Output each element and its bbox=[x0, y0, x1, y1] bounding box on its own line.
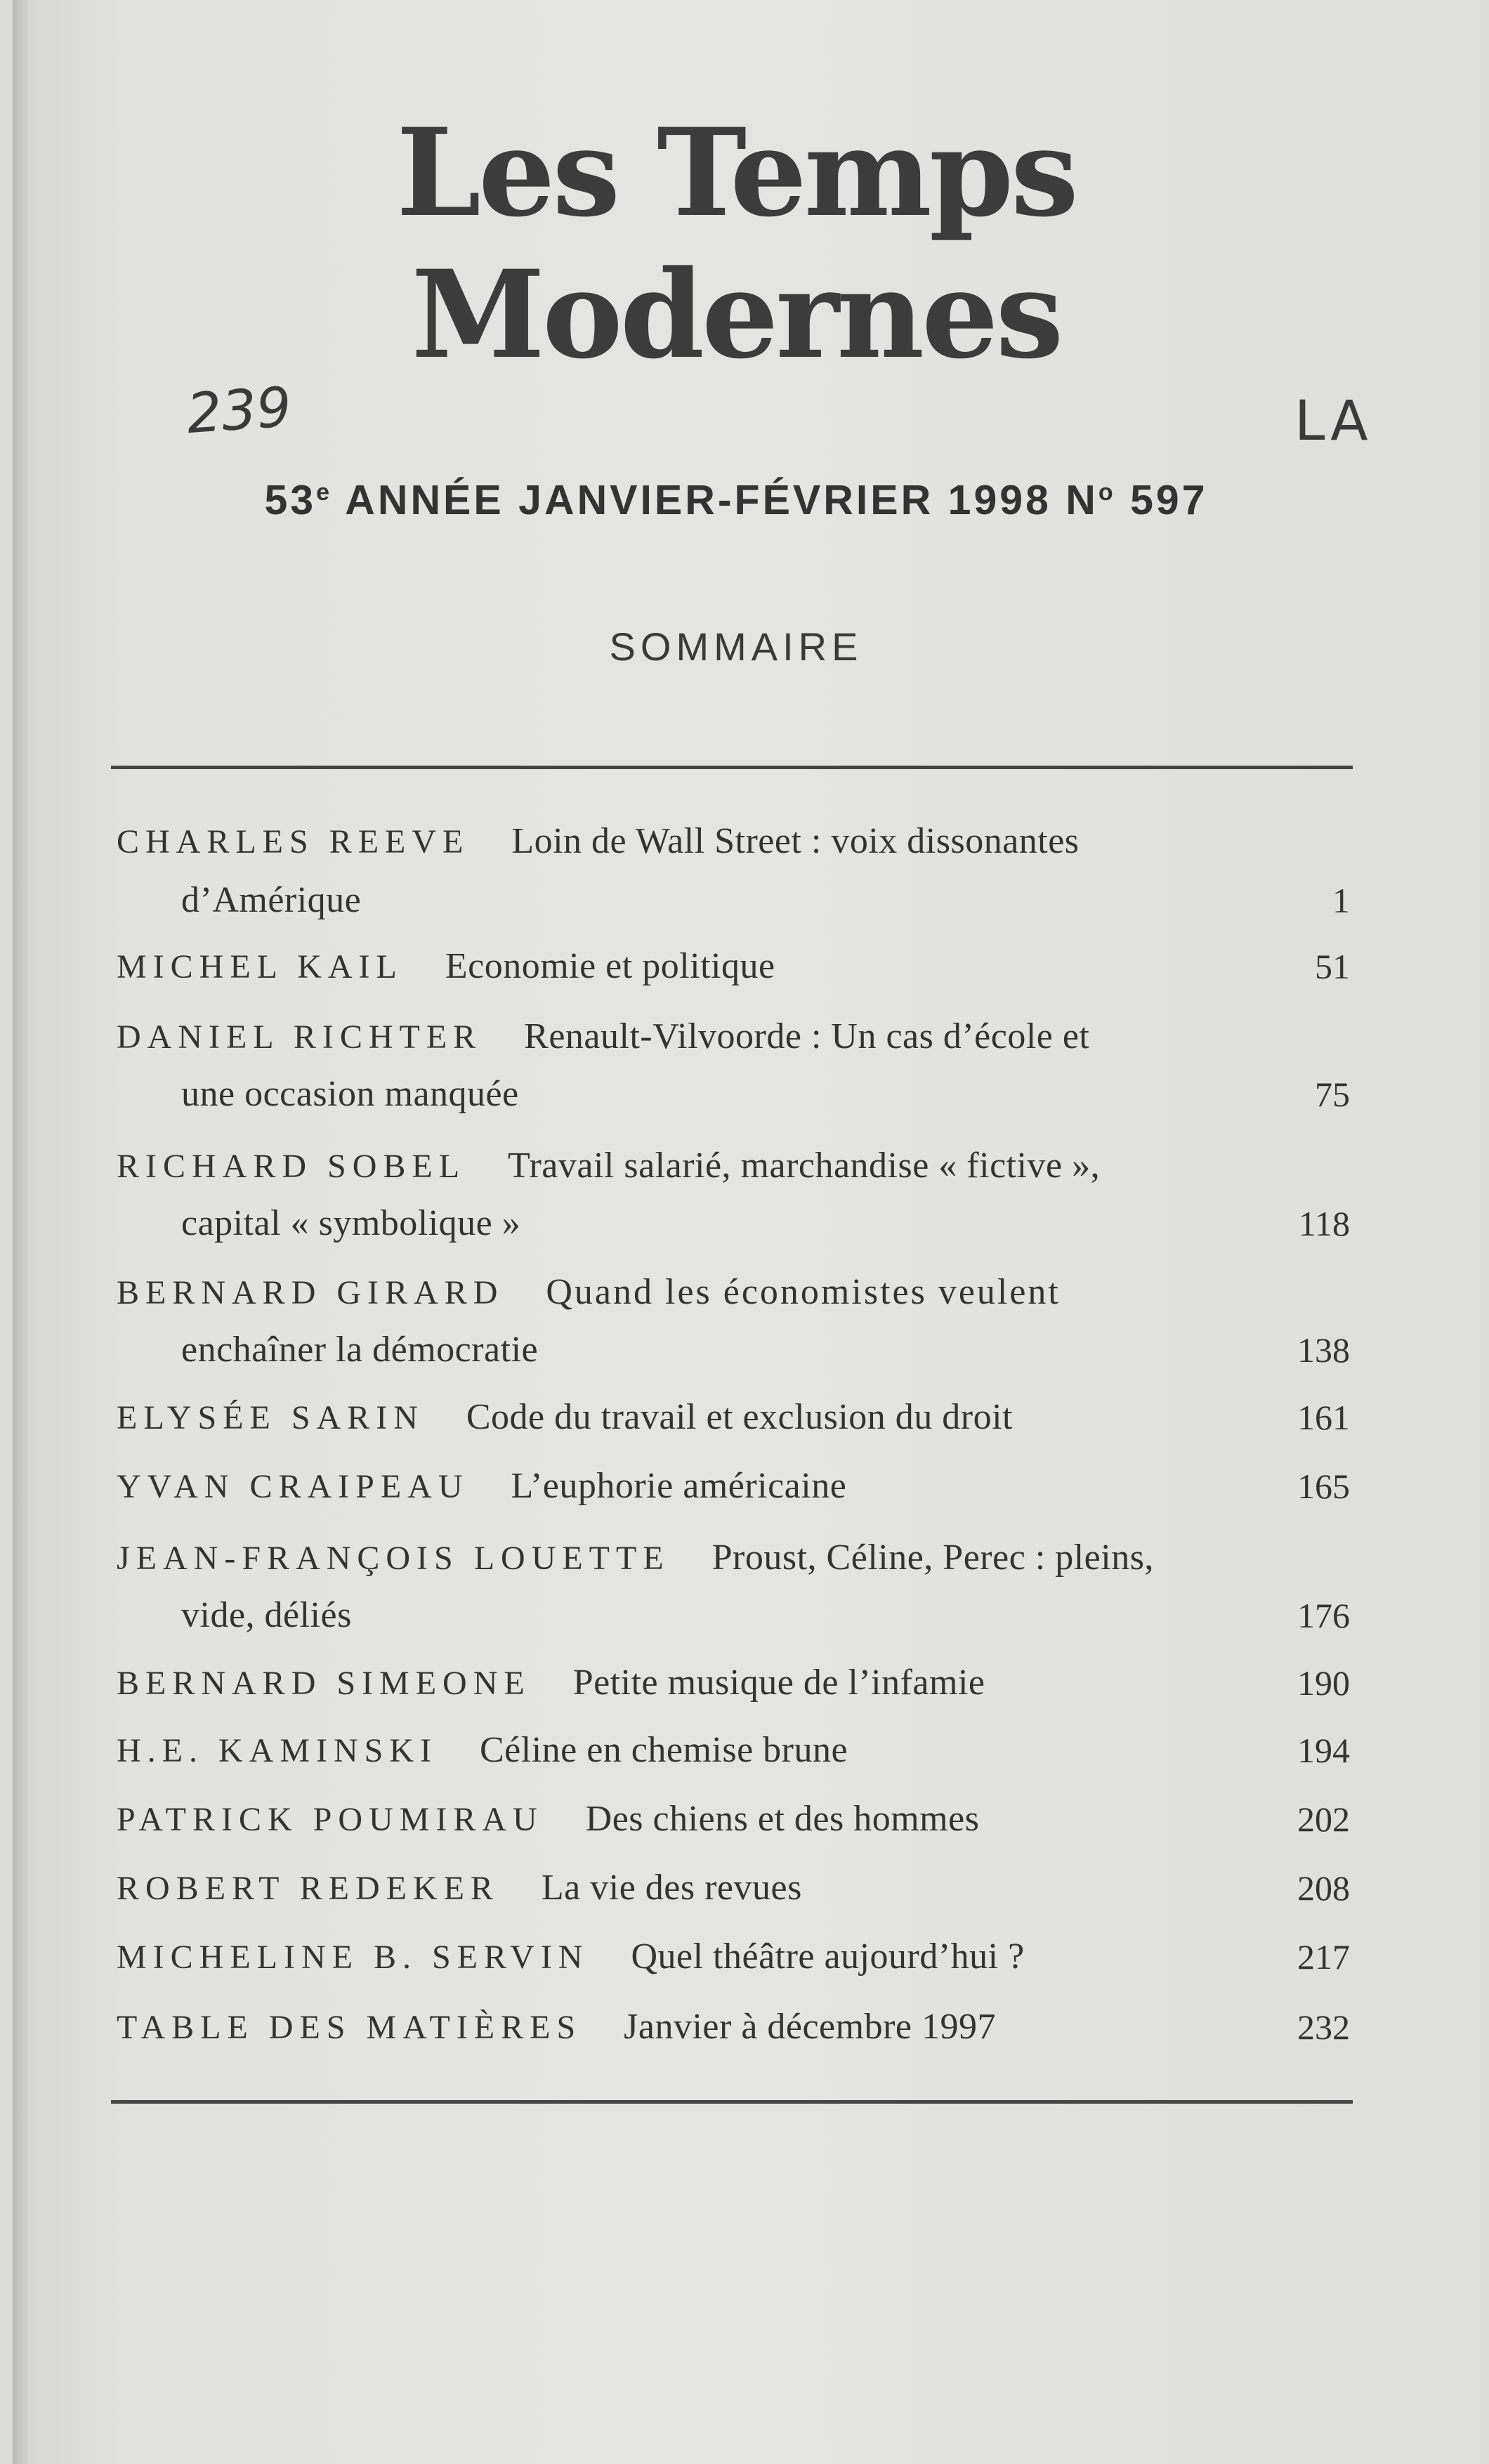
toc-article-title-cont: d’Amérique bbox=[181, 880, 362, 920]
toc-author: ROBERT REDEKER bbox=[117, 1870, 499, 1907]
toc-article-title: Loin de Wall Street : voix dissonantes bbox=[511, 821, 1080, 861]
toc-article-title: Renault-Vilvoorde : Un cas d’école et bbox=[524, 1016, 1090, 1056]
toc-author: JEAN-FRANÇOIS LOUETTE bbox=[117, 1540, 670, 1577]
toc-page-number: 176 bbox=[1297, 1596, 1350, 1635]
toc-article-title-cont: vide, déliés bbox=[181, 1595, 352, 1635]
toc-article-title: Janvier à décembre 1997 bbox=[624, 2007, 996, 2047]
toc-article-title: Céline en chemise brune bbox=[479, 1730, 848, 1770]
toc-author: TABLE DES MATIÈRES bbox=[117, 2009, 582, 2046]
toc-article-title: Proust, Céline, Perec : pleins, bbox=[711, 1538, 1154, 1578]
handwritten-number: 239 bbox=[185, 375, 294, 447]
toc-entry bbox=[117, 1389, 1350, 1446]
toc-page-number: 161 bbox=[1297, 1398, 1350, 1437]
toc-page-number: 190 bbox=[1297, 1663, 1350, 1703]
toc-entry bbox=[117, 1264, 1350, 1321]
toc-page-number: 217 bbox=[1297, 1937, 1350, 1977]
toc-article-title-cont: capital « symbolique » bbox=[181, 1203, 521, 1243]
toc-article-title: Travail salarié, marchandise « fictive », bbox=[508, 1146, 1101, 1186]
toc-author: MICHELINE B. SERVIN bbox=[117, 1939, 589, 1976]
toc-entry bbox=[117, 1530, 1350, 1586]
toc-page-number: 138 bbox=[1297, 1330, 1350, 1370]
toc-author: ELYSÉE SARIN bbox=[117, 1399, 424, 1436]
toc-page-number: 165 bbox=[1297, 1467, 1350, 1506]
toc-article-title: Quand les économistes veulent bbox=[546, 1272, 1061, 1312]
issue-number: 597 bbox=[1115, 477, 1208, 523]
toc-entry bbox=[117, 1791, 1350, 1847]
toc-entry bbox=[117, 1009, 1350, 1065]
toc-author: YVAN CRAIPEAU bbox=[117, 1468, 469, 1505]
toc-page-number: 118 bbox=[1298, 1204, 1350, 1243]
sommaire-heading: SOMMAIRE bbox=[609, 624, 863, 669]
toc-entry bbox=[117, 938, 1350, 995]
toc-article-title: La vie des revues bbox=[541, 1868, 802, 1908]
toc-entry bbox=[117, 813, 1350, 870]
table-of-contents bbox=[13, 0, 1481, 2464]
toc-page-number: 194 bbox=[1297, 1731, 1350, 1770]
toc-article-title: L’euphorie américaine bbox=[511, 1466, 847, 1506]
toc-entry-cont bbox=[181, 1066, 1350, 1122]
toc-page-number: 51 bbox=[1315, 947, 1350, 986]
issue-no-sup: o bbox=[1098, 479, 1116, 506]
toc-article-title-cont: enchaîner la démocratie bbox=[181, 1330, 539, 1370]
toc-page-number: 1 bbox=[1332, 881, 1350, 920]
toc-entry bbox=[117, 1458, 1350, 1514]
toc-author: MICHEL KAIL bbox=[117, 948, 403, 985]
toc-article-title: Des chiens et des hommes bbox=[585, 1799, 980, 1839]
toc-article-title-cont: une occasion manquée bbox=[181, 1074, 519, 1114]
toc-article-title: Petite musique de l’infamie bbox=[572, 1663, 985, 1703]
book-page bbox=[13, 0, 1481, 2464]
toc-author: RICHARD SOBEL bbox=[117, 1148, 466, 1185]
toc-author: DANIEL RICHTER bbox=[117, 1018, 483, 1056]
issue-text: ANNÉE JANVIER-FÉVRIER 1998 N bbox=[332, 477, 1098, 523]
toc-page-number: 208 bbox=[1297, 1868, 1350, 1908]
toc-page-number: 202 bbox=[1297, 1800, 1350, 1839]
issue-year-number: 53 bbox=[264, 477, 317, 523]
journal-title-line2: Modernes bbox=[411, 243, 1061, 386]
toc-entry-cont bbox=[181, 1322, 1350, 1378]
handwritten-initials: LA bbox=[1294, 390, 1372, 453]
toc-entry bbox=[117, 1929, 1350, 1985]
journal-title-line1: Les Temps bbox=[396, 101, 1076, 244]
toc-entry-cont bbox=[181, 1195, 1350, 1252]
toc-entry bbox=[117, 1860, 1350, 1916]
toc-entry bbox=[117, 1655, 1350, 1711]
toc-article-title: Quel théâtre aujourd’hui ? bbox=[631, 1937, 1025, 1977]
toc-page-number: 75 bbox=[1315, 1075, 1350, 1114]
toc-article-title: Code du travail et exclusion du droit bbox=[466, 1397, 1013, 1437]
toc-page-number: 232 bbox=[1297, 2007, 1350, 2047]
toc-entry-cont bbox=[181, 1587, 1350, 1644]
toc-entry bbox=[117, 1722, 1350, 1778]
toc-author: BERNARD GIRARD bbox=[117, 1274, 504, 1311]
toc-entry-cont bbox=[181, 872, 1350, 929]
toc-author: BERNARD SIMEONE bbox=[117, 1665, 531, 1702]
issue-year-sup: e bbox=[316, 479, 333, 506]
toc-author: H.E. KAMINSKI bbox=[117, 1732, 438, 1769]
toc-author: CHARLES REEVE bbox=[117, 823, 470, 860]
toc-article-title: Economie et politique bbox=[445, 946, 775, 986]
toc-entry bbox=[117, 1138, 1350, 1194]
toc-author: PATRICK POUMIRAU bbox=[117, 1801, 544, 1838]
bottom-rule bbox=[111, 2100, 1353, 2104]
toc-entry bbox=[117, 1999, 1350, 2055]
